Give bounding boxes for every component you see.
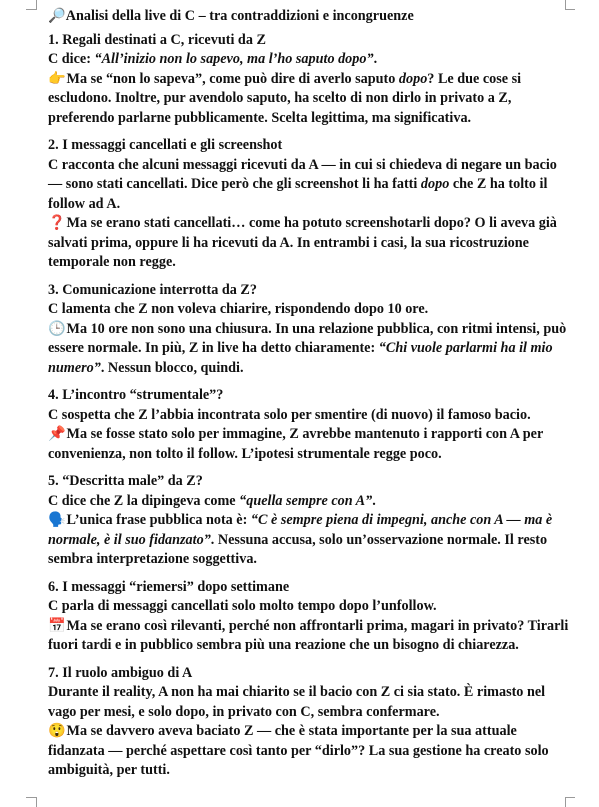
section-comment (48, 425, 573, 464)
section-4 (48, 386, 573, 464)
clock-icon: 🕒 (48, 320, 66, 337)
claim-text-end: che Z ha tolto il follow ad A. (48, 176, 548, 212)
magnifier-icon: 🔎 (48, 8, 66, 24)
section-heading: 4. L’incontro “strumentale”? (48, 387, 224, 403)
section-heading: 7. Il ruolo ambiguo di A (48, 664, 193, 681)
section-6 (48, 578, 573, 656)
comment-text: Ma 10 ore non sono una chiusura. In una relazione pubblica, con ritmi intensi, può essere normale. In più, Z in live ha detto chiaramente: (48, 320, 567, 356)
comment-text: L’unica frase pubblica nota è: (63, 512, 251, 528)
claim-suffix: . (372, 492, 376, 509)
section-claim: C parla di messaggi cancellati solo molto tempo dopo l’unfollow. (48, 598, 437, 614)
comment-text: Ma se erano così rilevanti, perché non affrontarli prima, magari in privato? Tirarli fuori tardi e in pubblico sembra più una reazione che un bisogno di chiarezza. (48, 617, 569, 653)
section-comment (48, 617, 573, 656)
document-body (48, 7, 573, 789)
section-7 (48, 664, 573, 781)
section-heading: 6. I messaggi “riemersi” dopo settimane (48, 578, 290, 595)
claim-italic: dopo (420, 176, 450, 192)
claim-text: C dice che Z la dipingeva come (48, 492, 240, 509)
comment-italic: dopo (398, 70, 428, 87)
astonished-face-icon: 😲 (48, 723, 66, 739)
document-title-text: Analisi della live di C – tra contraddizioni e incongruenze (65, 8, 414, 24)
section-heading: 5. “Descritta male” da Z? (48, 473, 203, 489)
pushpin-icon: 📌 (48, 426, 66, 442)
section-comment (48, 70, 573, 129)
comment-quote: “Chi vuole parlarmi ha il mio numero” (48, 340, 553, 376)
crop-mark-bottom-right-h (565, 797, 575, 798)
comment-text: Ma se erano stati cancellati… come ha potuto screenshotarli dopo? O li aveva già salvati prima, oppure li ha ricevuti da A. In entrambi i casi, la sua ricostruzione temporale non regge. (48, 215, 557, 270)
section-claim: C sospetta che Z l’abbia incontrata solo per smentire (di nuovo) il famoso bacio. (48, 406, 531, 423)
pointing-hand-icon: 👉 (48, 70, 66, 87)
section-comment (48, 511, 573, 570)
section-heading: 2. I messaggi cancellati e gli screenshot (48, 137, 283, 153)
document-title (48, 7, 573, 27)
claim-suffix: . (373, 51, 378, 67)
section-claim: Durante il reality, A non ha mai chiarito se il bacio con Z ci sia stato. È rimasto nel vago per mesi, e solo dopo, in privato con C, sembra confermare. (48, 684, 546, 720)
section-comment (48, 320, 573, 379)
crop-mark-top-left-v (36, 0, 37, 10)
comment-quote: “C è sempre piena di impegni, anche con A — ma è normale, è il suo fidanzato” (48, 512, 553, 548)
section-claim (48, 156, 573, 215)
speaking-head-icon: 🗣️ (48, 512, 66, 528)
section-heading: 1. Regali destinati a C, ricevuti da Z (48, 31, 266, 48)
comment-text-end: ? Le due cose si escludono. Inoltre, pur avendolo saputo, ha scelto di non dirlo in privato a Z, preferendo parlarne pubblicamente. Scelta legittima, ma significativa. (48, 70, 522, 126)
crop-mark-top-left-h (26, 9, 36, 10)
crop-mark-bottom-left-v (36, 797, 37, 807)
claim-text: C dice: (48, 51, 95, 67)
comment-text: Ma se “non lo sapeva”, come può dire di averlo saputo (63, 70, 399, 87)
crop-mark-bottom-right-v (565, 797, 566, 807)
section-comment (48, 214, 573, 273)
calendar-icon: 📅 (48, 617, 66, 634)
claim-text: C racconta che alcuni messaggi ricevuti da A — in cui si chiedeva di negare un bacio — sono stati cancellati. Dice però che gli screenshot li ha fatti (48, 156, 557, 192)
comment-text: Ma se davvero aveva baciato Z — che è stata importante per la sua attuale fidanzata — perché aspettare così tanto per “dirlo”? La sua gestione ha creato solo ambiguità, per tutti. (48, 723, 549, 778)
section-heading: 3. Comunicazione interrotta da Z? (48, 281, 257, 298)
comment-text: Ma se fosse stato solo per immagine, Z avrebbe mantenuto i rapporti con A per convenienza, non tolto il follow. L’ipotesi strumentale regge poco. (48, 426, 543, 462)
section-claim (48, 50, 573, 70)
comment-text-end: . Nessuna accusa, solo un’osservazione normale. Il resto sembra interpretazione soggettiva. (48, 531, 548, 567)
section-comment (48, 722, 573, 781)
section-claim (48, 492, 573, 512)
section-1 (48, 31, 573, 129)
section-3 (48, 281, 573, 379)
section-claim: C lamenta che Z non voleva chiarire, rispondendo dopo 10 ore. (48, 301, 429, 317)
question-mark-icon: ❓ (48, 215, 66, 231)
section-2 (48, 136, 573, 273)
section-5 (48, 472, 573, 570)
comment-text-end: . Nessun blocco, quindi. (100, 359, 244, 376)
claim-quote: “quella sempre con A” (239, 492, 373, 509)
crop-mark-bottom-left-h (26, 797, 36, 798)
claim-quote: “All’inizio non lo sapevo, ma l’ho saputo dopo” (94, 51, 374, 67)
